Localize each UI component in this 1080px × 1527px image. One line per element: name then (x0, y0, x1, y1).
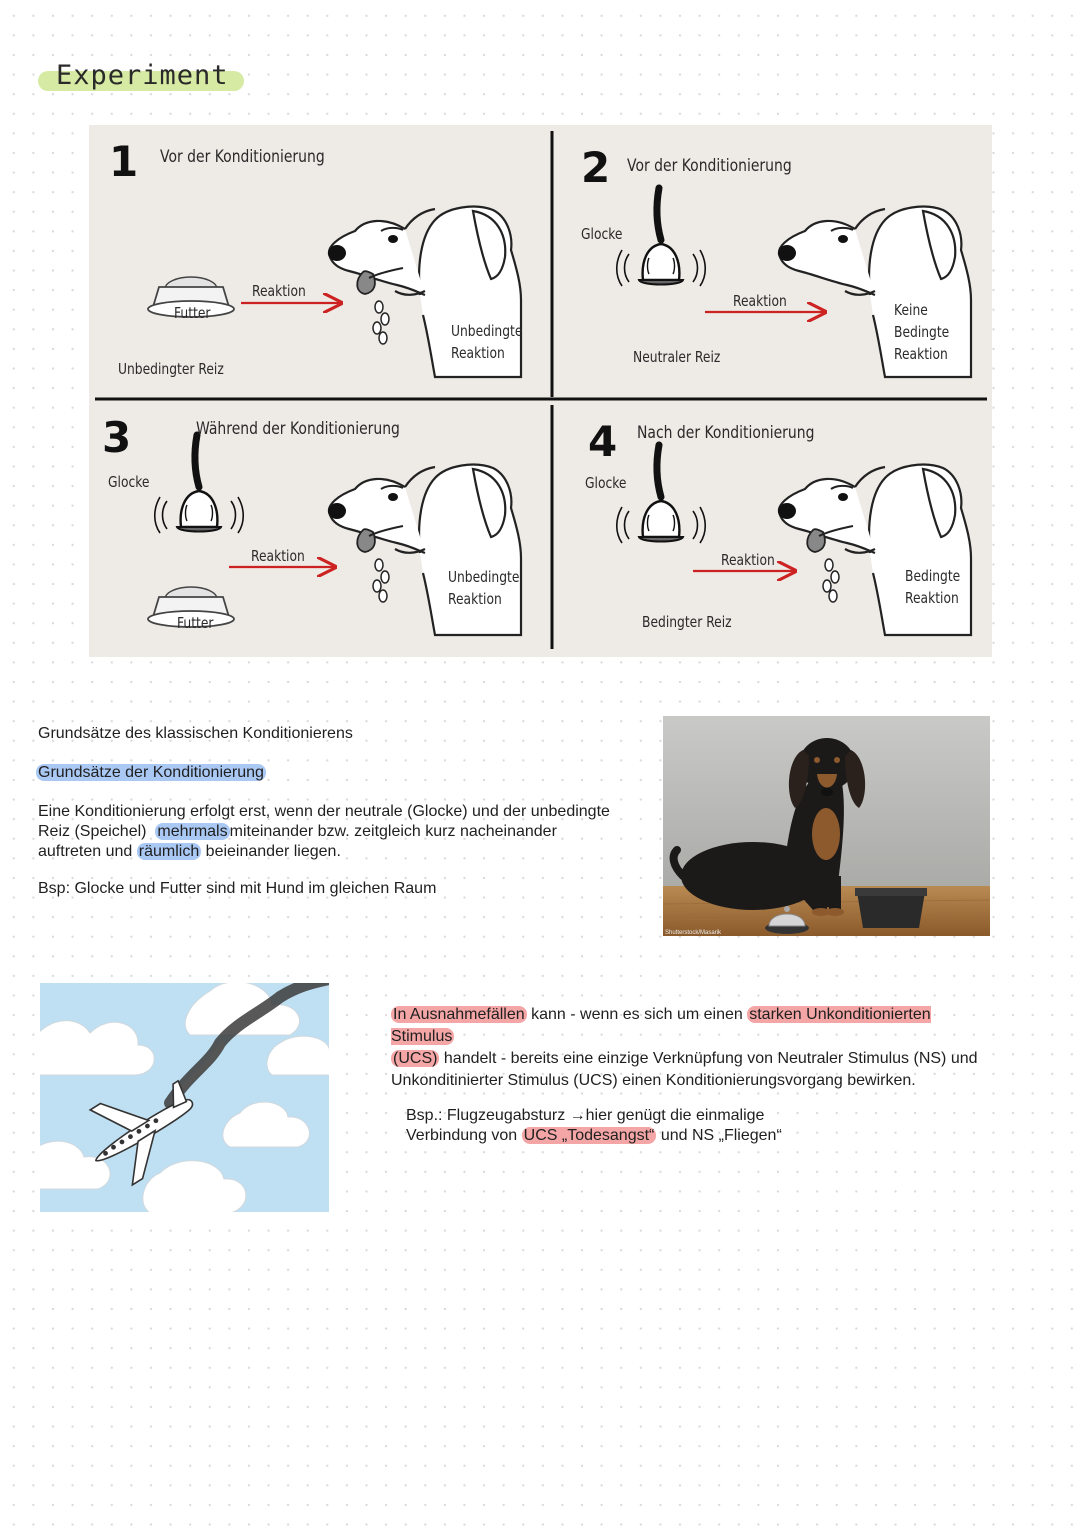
plane-crash-illustration (40, 983, 329, 1212)
exception-mark-stimulus: starken Unkonditionierten Stimulus (391, 1006, 931, 1045)
exception-example-line2 (406, 1126, 966, 1146)
panel4-bell (617, 445, 706, 543)
principles-line3-text: auftreten und (38, 843, 133, 860)
principles-line2-rest: miteinander bzw. zeitgleich kurz nacheinander (229, 823, 557, 840)
experiment-diagram (89, 125, 992, 657)
principles-title: Grundsätze des klassischen Konditionierens (38, 725, 353, 742)
panel3-response-line1: Unbedingte (448, 568, 520, 586)
exception-line1-text: kann - wenn es sich um einen (531, 1006, 743, 1023)
panel1-bowl-label: Futter (174, 304, 211, 322)
exception-line3: Unkonditinierter Stimulus (UCS) einen Konditionierungsvorgang bewirken. (391, 1072, 916, 1089)
principles-line2-text: Reiz (Speichel) (38, 823, 147, 840)
principles-paragraph (38, 802, 658, 862)
photo-caption: Shutterstock/Masarik (665, 930, 722, 936)
panel2-arrow-label: Reaktion (733, 292, 787, 310)
panel3-arrow-label: Reaktion (251, 547, 305, 565)
arrow-right-icon: → (569, 1107, 586, 1124)
panel1-number: 1 (109, 137, 139, 186)
panel3-bell-label: Glocke (108, 473, 150, 491)
panel3-bowl-label: Futter (177, 614, 214, 632)
exception-paragraph (391, 1004, 991, 1092)
panel4-dog (778, 465, 971, 635)
panel2-bell (617, 188, 706, 286)
experiment-drawing (89, 125, 992, 657)
panel2-response-line3: Reaktion (894, 345, 948, 363)
principles-mark-mehrmals: mehrmals (157, 823, 228, 840)
panel3-number: 3 (102, 413, 132, 462)
exception-line2 (391, 1048, 991, 1070)
principles-subtitle (36, 763, 266, 783)
panel3-response-line2: Reaktion (448, 590, 502, 608)
panel2-response-line2: Bedingte (894, 323, 950, 341)
exception-mark-ausnahme: In Ausnahmefällen (393, 1006, 525, 1023)
principles-example: Bsp: Glocke und Futter sind mit Hund im gleichen Raum (38, 880, 437, 897)
exception-example-text4: und NS „Fliegen“ (660, 1127, 782, 1144)
exception-example-line1 (406, 1106, 966, 1126)
principles-line3-rest: beieinander liegen. (205, 843, 341, 860)
principles-line1: Eine Konditionierung erfolgt erst, wenn der neutrale (Glocke) und der unbedingte (38, 803, 610, 820)
panel2-title: Vor der Konditionierung (627, 156, 792, 176)
principles-mark-raeumlich: räumlich (138, 843, 200, 860)
panel2-bell-label: Glocke (581, 225, 623, 243)
exception-line1 (391, 1004, 991, 1048)
principles-subtitle-text: Grundsätze der Konditionierung (38, 764, 264, 781)
panel4-number: 4 (588, 417, 618, 466)
exception-example-text1: Bsp.: Flugzeugabsturz (406, 1107, 566, 1124)
panel1-response-line2: Reaktion (451, 344, 505, 362)
page-heading (36, 62, 246, 102)
panel3-bell (155, 435, 244, 533)
exception-line2-text: handelt - bereits eine einzige Verknüpfung von Neutraler Stimulus (NS) und (443, 1050, 978, 1067)
principles-line2 (38, 822, 658, 842)
panel4-title: Nach der Konditionierung (637, 423, 815, 443)
panel2-stimulus-label: Neutraler Reiz (633, 348, 721, 366)
panel3-dog (328, 465, 521, 635)
principles-line3 (38, 842, 658, 862)
panel4-response-line2: Reaktion (905, 589, 959, 607)
exception-example (406, 1106, 966, 1146)
panel1-stimulus-label: Unbedingter Reiz (118, 360, 224, 378)
panel3-title: Während der Konditionierung (196, 419, 400, 439)
panel2-response-line1: Keine (894, 301, 928, 319)
panel4-bell-label: Glocke (585, 474, 627, 492)
plane-crash-drawing (40, 983, 329, 1212)
panel2-number: 2 (581, 143, 611, 192)
exception-example-text2: hier genügt die einmalige (585, 1107, 765, 1124)
exception-mark-todesangst: UCS „Todesangst“ (523, 1127, 655, 1144)
panel4-stimulus-label: Bedingter Reiz (642, 613, 732, 631)
panel4-arrow-label: Reaktion (721, 551, 775, 569)
exception-mark-ucs: (UCS) (393, 1050, 438, 1067)
heading-text: Experiment (56, 60, 229, 91)
panel1-title: Vor der Konditionierung (160, 147, 325, 167)
dachshund-photo-drawing (663, 716, 990, 936)
panel1-arrow-label: Reaktion (252, 282, 306, 300)
panel4-response-line1: Bedingte (905, 567, 961, 585)
panel1-response-line1: Unbedingte (451, 322, 523, 340)
dachshund-photo (663, 716, 990, 936)
exception-example-text3: Verbindung von (406, 1127, 518, 1144)
